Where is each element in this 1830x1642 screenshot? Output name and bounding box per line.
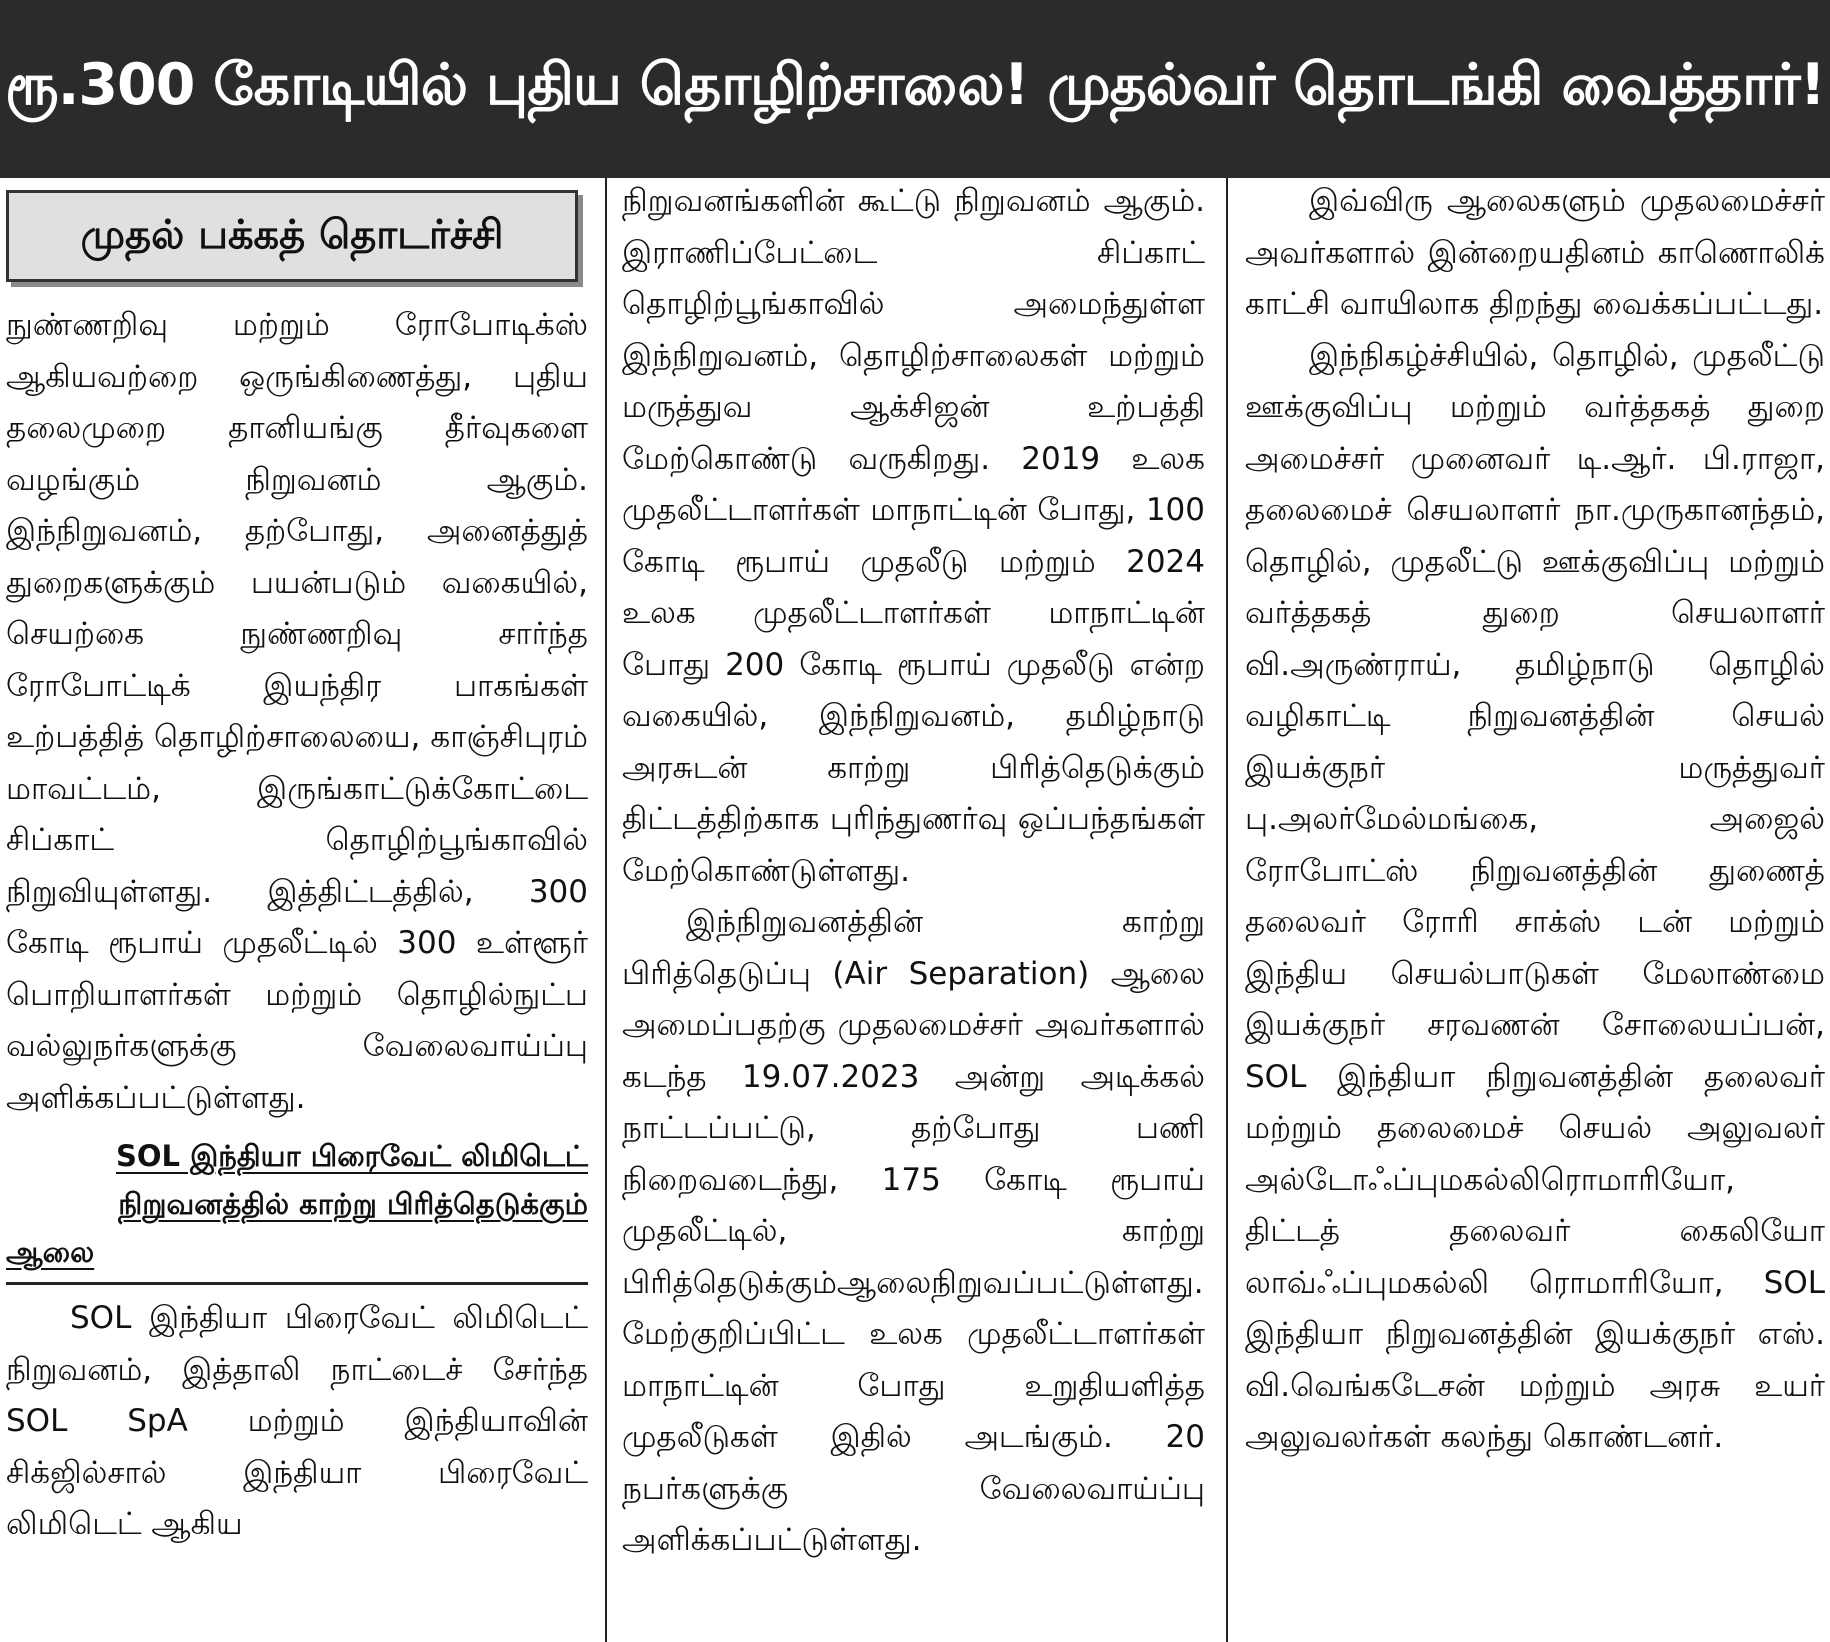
subheading-line: SOL இந்தியா பிரைவேட் லிமிடெட் xyxy=(115,1139,588,1173)
subheading xyxy=(6,1132,588,1276)
paragraph: நிறுவனங்களின் கூட்டு நிறுவனம் ஆகும். இராணிப்பேட்டை சிப்காட் தொழிற்பூங்காவில் அமைந்துள்ள இந்நிறுவனம், தொழிற்சாலைகள் மற்றும் மருத்துவ ஆக்சிஜன் உற்பத்தி மேற்கொண்டு வருகிறது. 2019 உலக முதலீட்டாளர்கள் மாநாட்டின் போது, 100 கோடி ரூபாய் முதலீடு மற்றும் 2024 உலக முதலீட்டாளர்கள் மாநாட்டின் போது 200 கோடி ரூபாய் முதலீடு என்ற வகையில், இந்நிறுவனம், தமிழ்நாடு அரசுடன் காற்று பிரித்தெடுக்கும் திட்டத்திற்காக புரிந்துணர்வு ஒப்பந்தங்கள் மேற்கொண்டுள்ளது. xyxy=(622,183,1205,889)
headline: ரூ.300 கோடியில் புதிய தொழிற்சாலை! முதல்வர் தொடங்கி வைத்தார்! xyxy=(0,0,1830,178)
paragraph: நுண்ணறிவு மற்றும் ரோபோடிக்ஸ் ஆகியவற்றை ஒருங்கிணைத்து, புதிய தலைமுறை தானியங்கு தீர்வுகளை வழங்கும் நிறுவனம் ஆகும். இந்நிறுவனம், தற்போது, அனைத்துத் துறைகளுக்கும் பயன்படும் வகையில், செயற்கை நுண்ணறிவு சார்ந்த ரோபோட்டிக் இயந்திர பாகங்கள் உற்பத்தித் தொழிற்சாலையை, காஞ்சிபுரம் மாவட்டம், இருங்காட்டுக்கோட்டை சிப்காட் தொழிற்பூங்காவில் நிறுவியுள்ளது. இத்திட்டத்தில், 300 கோடி ரூபாய் முதலீட்டில் 300 உள்ளூர் பொறியாளர்கள் மற்றும் தொழில்நுட்ப வல்லுநர்களுக்கு வேலைவாய்ப்பு அளிக்கப்பட்டுள்ளது. xyxy=(6,307,588,1116)
paragraph: இந்நிறுவனத்தின் காற்று பிரித்தெடுப்பு (Air Separation) ஆலை அமைப்பதற்கு முதலமைச்சர் அவர்களால் கடந்த 19.07.2023 அன்று அடிக்கல் நாட்டப்பட்டு, தற்போது பணி நிறைவடைந்து, 175 கோடி ரூபாய் முதலீட்டில், காற்று பிரித்தெடுக்கும்ஆலைநிறுவப்பட்டுள்ளது. மேற்குறிப்பிட்ட உலக முதலீட்டாளர்கள் மாநாட்டின் போது உறுதியளித்த முதலீடுகள் இதில் அடங்கும். 20 நபர்களுக்கு வேலைவாய்ப்பு அளிக்கப்பட்டுள்ளது. xyxy=(622,904,1205,1558)
column-divider xyxy=(1226,178,1228,1642)
subheading-line: நிறுவனத்தில் காற்று பிரித்தெடுக்கும் xyxy=(118,1187,588,1221)
paragraph: SOL இந்தியா பிரைவேட் லிமிடெட் நிறுவனம், இத்தாலி நாட்டைச் சேர்ந்த SOL SpA மற்றும் இந்தியாவின் சிக்ஜில்சால் இந்தியா பிரைவேட் லிமிடெட் ஆகிய xyxy=(6,1300,588,1542)
paragraph: இந்நிகழ்ச்சியில், தொழில், முதலீட்டு ஊக்குவிப்பு மற்றும் வர்த்தகத் துறை அமைச்சர் முனைவர் டி.ஆர். பி.ராஜா, தலைமைச் செயலாளர் நா.முருகானந்தம், தொழில், முதலீட்டு ஊக்குவிப்பு மற்றும் வர்த்தகத் துறை செயலாளர் வி.அருண்ராய், தமிழ்நாடு தொழில் வழிகாட்டி நிறுவனத்தின் செயல் இயக்குநர் மருத்துவர் பு.அலர்மேல்மங்கை, அஜைல் ரோபோட்ஸ் நிறுவனத்தின் துணைத் தலைவர் ரோரி சாக்ஸ் டன் மற்றும் இந்திய செயல்பாடுகள் மேலாண்மை இயக்குநர் சரவணன் சோலையப்பன், SOL இந்தியா நிறுவனத்தின் தலைவர் மற்றும் தலைமைச் செயல் அலுவலர் அல்டோஃப்புமகல்லிரொமாரியோ, திட்டத் தலைவர் கைலியோ லாவ்ஃப்புமகல்லி ரொமாரியோ, SOL இந்தியா நிறுவனத்தின் இயக்குநர் எஸ். வி.வெங்கடேசன் மற்றும் அரசு உயர் அலுவலர்கள் கலந்து கொண்டனர். xyxy=(1245,337,1825,1455)
article-column-2 xyxy=(622,176,1205,1642)
paragraph: இவ்விரு ஆலைகளும் முதலமைச்சர் அவர்களால் இன்றையதினம் காணொலிக் காட்சி வாயிலாக திறந்து வைக்கப்பட்டது. xyxy=(1245,183,1825,322)
article-column-1 xyxy=(6,188,588,1642)
column-divider xyxy=(605,178,607,1642)
subheading-line: ஆலை xyxy=(6,1235,95,1269)
article-column-3 xyxy=(1245,176,1825,1642)
continuation-banner: முதல் பக்கத் தொடர்ச்சி xyxy=(6,190,578,282)
subheading-rule xyxy=(6,1282,588,1285)
